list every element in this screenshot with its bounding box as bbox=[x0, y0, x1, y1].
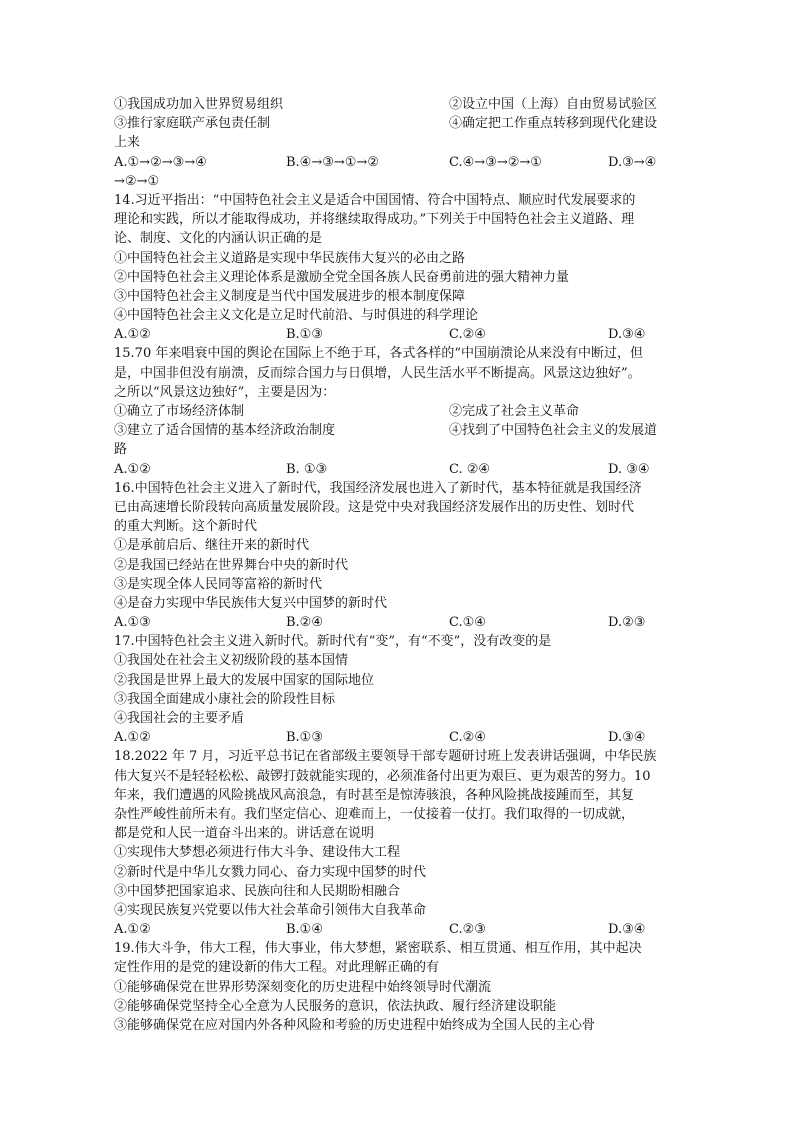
statement-item: ③建立了适合国情的基本经济政治制度 bbox=[114, 423, 336, 439]
item-row bbox=[114, 114, 682, 133]
option-b: B.①③ bbox=[286, 730, 323, 746]
stem-line: 已由高速增长阶段转向高质量发展阶段。这是党中央对我国经济发展作出的历史性、划时代 bbox=[114, 499, 635, 515]
answer-options bbox=[114, 613, 682, 632]
question-stem bbox=[114, 939, 682, 977]
question-19 bbox=[114, 939, 682, 1035]
statement-item: ④是奋力实现中华民族伟大复兴中国梦的新时代 bbox=[114, 595, 388, 611]
exam-page bbox=[114, 95, 682, 1035]
option-a: A.①③ bbox=[114, 615, 151, 631]
statement-item: ②新时代是中华儿女戮力同心、奋力实现中国梦的时代 bbox=[114, 864, 427, 880]
statement-item: ②我国是世界上最大的发展中国家的国际地位 bbox=[114, 672, 375, 688]
stem-line: 是，中国非但没有崩溃，反而综合国力与日俱增，人民生活水平不断提高。风景这边独好”。 bbox=[114, 365, 641, 381]
question-stem bbox=[114, 191, 682, 249]
option-b: B.②④ bbox=[286, 615, 323, 631]
option-b: B.①③ bbox=[286, 327, 323, 343]
question-18 bbox=[114, 747, 682, 939]
question-stem bbox=[114, 632, 682, 651]
option-d: D. ③④ bbox=[608, 461, 650, 477]
question-16 bbox=[114, 479, 682, 633]
item-row bbox=[114, 95, 682, 114]
stem-line: 理论和实践，所以才能取得成功，并将继续取得成功。”下列关于中国特色社会主义道路、理 bbox=[114, 212, 635, 228]
stem-line: 18.2022 年 7 月，习近平总书记在省部级主要领导干部专题研讨班上发表讲话强调，中华民族 bbox=[114, 749, 657, 765]
stem-line: 都是党和人民一道奋斗出来的。讲话意在说明 bbox=[114, 826, 375, 842]
option-d: D.③④ bbox=[608, 327, 646, 343]
question-stem bbox=[114, 344, 682, 402]
statement-item: ③我国全面建成小康社会的阶段性目标 bbox=[114, 691, 336, 707]
statement-item: ②能够确保党坚持全心全意为人民服务的意识，依法执政、履行经济建设职能 bbox=[114, 998, 557, 1014]
option-a: A.①② bbox=[114, 922, 151, 938]
option-c: C.②③ bbox=[449, 922, 486, 938]
q13-item-2: ②设立中国（上海）自由贸易试验区 bbox=[449, 97, 658, 112]
stem-line: 14.习近平指出：“中国特色社会主义是适合中国国情、符合中国特点、顺应时代发展要求的 bbox=[114, 192, 636, 208]
statement-item: ③能够确保党在应对国内外各种风险和考验的历史进程中始终成为全国人民的主心骨 bbox=[114, 1018, 596, 1033]
option-c: C.④→③→②→① bbox=[449, 154, 542, 170]
stem-line: 论、制度、文化的内涵认识正确的是 bbox=[114, 231, 323, 247]
option-c: C.②④ bbox=[449, 730, 486, 746]
option-b: B.④→③→①→② bbox=[286, 154, 379, 170]
q13-item-1: ①我国成功加入世界贸易组织 bbox=[114, 97, 284, 112]
option-d: D.③④ bbox=[608, 730, 646, 746]
option-a: A.①② bbox=[114, 327, 151, 343]
option-b: B. ①③ bbox=[286, 461, 328, 477]
statement-item: ④找到了中国特色社会主义的发展道 bbox=[449, 423, 658, 439]
option-d: D.③→④ bbox=[608, 154, 657, 170]
statement-item: ②是我国已经站在世界舞台中央的新时代 bbox=[114, 557, 349, 573]
answer-options bbox=[114, 728, 682, 747]
statement-item: ①实现伟大梦想必须进行伟大斗争、建设伟大工程 bbox=[114, 845, 401, 861]
stem-line: 15.70 年来唱衰中国的舆论在国际上不绝于耳，各式各样的“中国崩溃论从来没有中断过，但 bbox=[114, 346, 643, 362]
option-c: C.①④ bbox=[449, 615, 486, 631]
option-a: A.①② bbox=[114, 730, 151, 746]
stem-line: 年来，我们遭遇的风险挑战风高浪急，有时甚至是惊涛骇浪，各种风险挑战接踵而至，其复 bbox=[114, 787, 635, 803]
answer-options bbox=[114, 460, 682, 479]
statement-item: ①能够确保党在世界形势深刻变化的历史进程中始终领导时代潮流 bbox=[114, 979, 492, 995]
stem-line: 的重大判断。这个新时代 bbox=[114, 519, 258, 535]
q13-item-3: ③推行家庭联产承包责任制 bbox=[114, 116, 271, 132]
statement-item: ②中国特色社会主义理论体系是激励全党全国各族人民奋勇前进的强大精神力量 bbox=[114, 269, 570, 285]
item-row bbox=[114, 402, 682, 421]
answer-options bbox=[114, 920, 682, 939]
option-c: C.②④ bbox=[449, 327, 486, 343]
option-d: D.②③ bbox=[608, 615, 646, 631]
question-17 bbox=[114, 632, 682, 747]
statement-item: ①确立了市场经济体制 bbox=[114, 404, 245, 419]
question-stem bbox=[114, 479, 682, 537]
statement-item: ③中国梦把国家追求、民族向往和人民期盼相融合 bbox=[114, 883, 401, 899]
q13-item-4-wrap: 上来 bbox=[114, 135, 141, 151]
statement-item: ①是承前启后、继往开来的新时代 bbox=[114, 538, 310, 554]
option-d-wrap: →②→① bbox=[114, 173, 160, 189]
question-14 bbox=[114, 191, 682, 345]
option-c: C. ②④ bbox=[449, 461, 491, 477]
statement-item: ①中国特色社会主义道路是实现中华民族伟大复兴的必由之路 bbox=[114, 250, 466, 266]
statement-item: ②完成了社会主义革命 bbox=[449, 404, 580, 419]
question-15 bbox=[114, 344, 682, 478]
answer-options bbox=[114, 325, 682, 344]
stem-line: 伟大复兴不是轻轻松松、敲锣打鼓就能实现的，必须准备付出更为艰巨、更为艰苦的努力。10 bbox=[114, 768, 651, 784]
statement-item: ④我国社会的主要矛盾 bbox=[114, 711, 245, 726]
statement-item: ③中国特色社会主义制度是当代中国发展进步的根本制度保障 bbox=[114, 288, 466, 304]
statement-item: ③是实现全体人民同等富裕的新时代 bbox=[114, 576, 323, 592]
stem-line: 16.中国特色社会主义进入了新时代，我国经济发展也进入了新时代，基本特征就是我国经济 bbox=[114, 480, 642, 496]
item-row bbox=[114, 421, 682, 440]
answer-options bbox=[114, 153, 682, 172]
stem-line: 19.伟大斗争，伟大工程，伟大事业，伟大梦想，紧密联系、相互贯通、相互作用，其中起决 bbox=[114, 941, 642, 957]
option-b: B.①④ bbox=[286, 922, 323, 938]
stem-line: 定性作用的是党的建设新的伟大工程。对此理解正确的有 bbox=[114, 960, 440, 976]
option-d: D.③④ bbox=[608, 922, 646, 938]
stem-line: 17.中国特色社会主义进入新时代。新时代有“变”，有“不变”，没有改变的是 bbox=[114, 634, 552, 650]
question-stem bbox=[114, 747, 682, 843]
option-a: A.①→②→③→④ bbox=[114, 154, 207, 170]
question-13 bbox=[114, 95, 682, 191]
statement-item: ④中国特色社会主义文化是立足时代前沿、与时俱进的科学理论 bbox=[114, 308, 479, 324]
stem-line: 杂性严峻性前所未有。我们坚定信心、迎难而上，一仗接着一仗打。我们取得的一切成就， bbox=[114, 806, 635, 822]
statement-item: ①我国处在社会主义初级阶段的基本国情 bbox=[114, 653, 349, 669]
item-4-wrap: 路 bbox=[114, 442, 128, 458]
statement-item: ④实现民族复兴党要以伟大社会革命引领伟大自我革命 bbox=[114, 902, 427, 918]
stem-line: 之所以“风景这边独好”，主要是因为： bbox=[114, 384, 336, 400]
option-a: A.①② bbox=[114, 461, 151, 477]
q13-item-4: ④确定把工作重点转移到现代化建设 bbox=[449, 116, 658, 132]
